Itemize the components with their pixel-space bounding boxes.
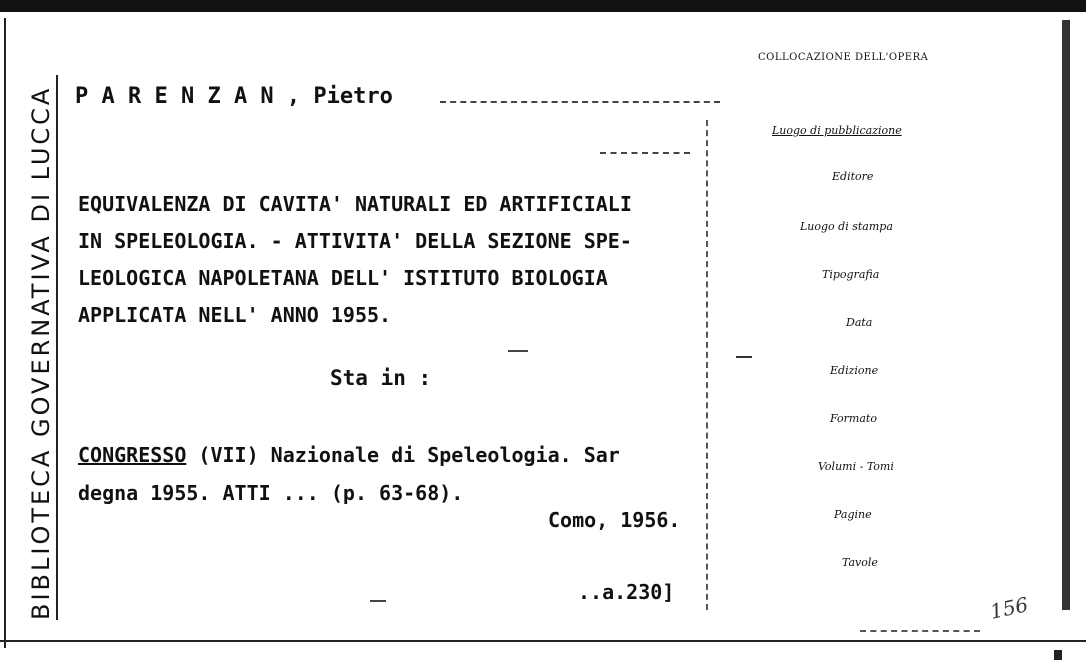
title-line: IN SPELEOLOGIA. - ATTIVITA' DELLA SEZIONE SPE- [78,229,632,253]
panel-label-plates: Tavole [842,556,878,569]
panel-label-printer: Tipografia [822,268,880,281]
title-line: EQUIVALENZA DI CAVITA' NATURALI ED ARTIFICIALI [78,192,632,216]
work-title [78,186,738,334]
panel-label-edition: Edizione [830,364,879,377]
contained-in-label: Sta in : [330,366,432,390]
dash-mark [370,600,386,602]
panel-label-volumes: Volumi - Tomi [818,460,894,473]
panel-header: COLLOCAZIONE DELL'OPERA [758,52,929,63]
panel-label-publisher: Editore [832,170,874,183]
panel-dash-mark [736,356,752,358]
library-stamp: BIBLIOTECA GOVERNATIVA DI LUCCA [27,85,55,620]
congress-heading: CONGRESSO [78,443,187,467]
right-edge-shadow [1062,20,1070,610]
title-line: LEOLOGICA NAPOLETANA DELL' ISTITUTO BIOLOGIA [78,266,608,290]
author-heading: P A R E N Z A N , Pietro [75,84,393,109]
author-dashed-line [440,101,720,103]
top-border-gap [0,12,1086,16]
panel-label-date: Data [846,316,873,329]
dash-mark [508,350,528,352]
title-line: APPLICATA NELL' ANNO 1955. [78,303,392,327]
margin-rule [56,75,58,620]
left-edge-rule [4,18,6,648]
top-border [0,0,1086,12]
panel-label-place: Luogo di pubblicazione [772,124,902,137]
citation-line [78,436,728,474]
panel-divider [706,120,708,610]
bottom-edge-rule [0,640,1086,642]
bottom-dashed-rule [860,630,980,634]
bottom-corner-mark [1054,650,1062,660]
citation-line: degna 1955. ATTI ... (p. 63-68). [78,481,464,505]
handwritten-note: 156 [987,592,1031,624]
shelfmark: ..a.230] [578,580,675,604]
panel-label-format: Formato [830,412,877,425]
panel-label-pages: Pagine [834,508,872,521]
host-citation [78,436,728,512]
place-year: Como, 1956. [548,508,681,532]
citation-line-rest: (VII) Nazionale di Speleologia. Sar [186,443,620,467]
panel-label-print-place: Luogo di stampa [800,220,893,233]
dashed-rule [600,152,690,154]
